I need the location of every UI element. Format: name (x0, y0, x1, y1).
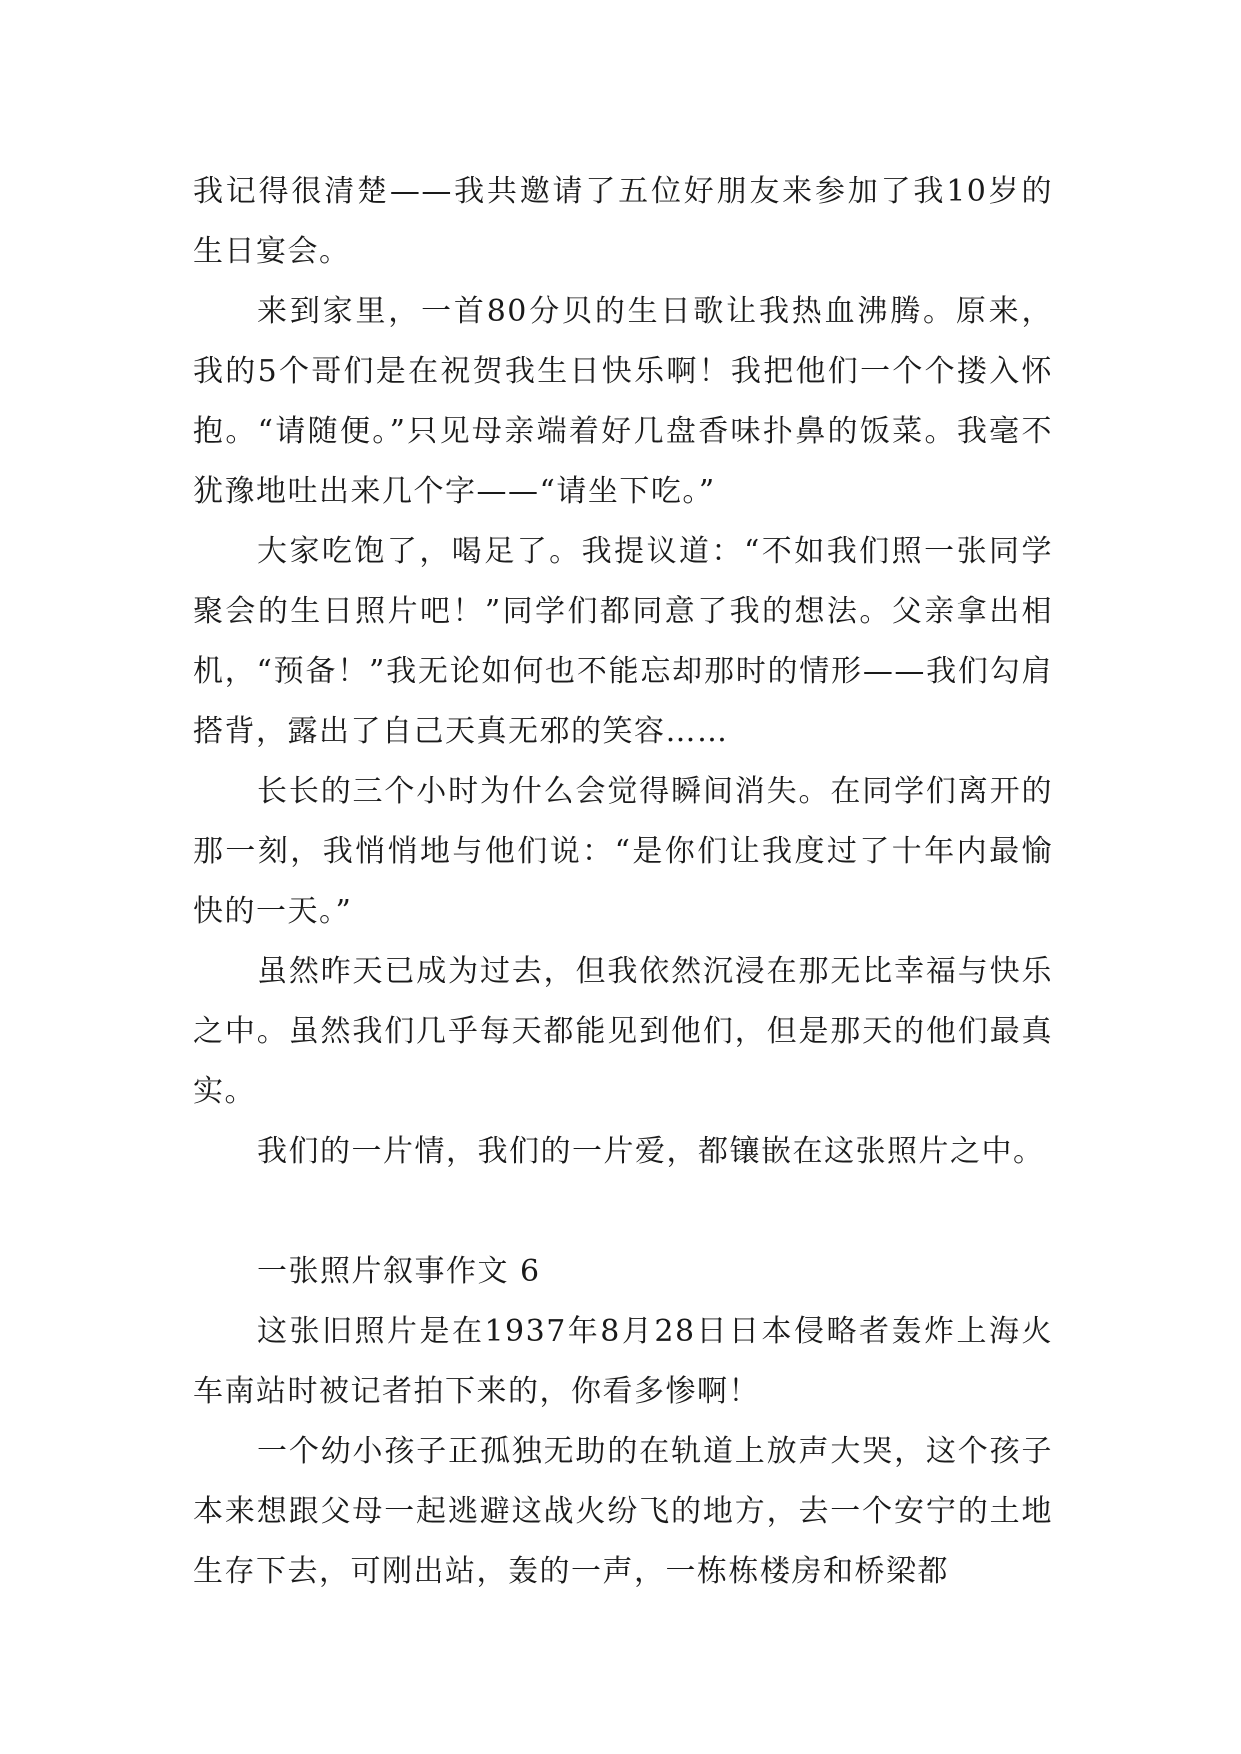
document-body (193, 162, 1053, 1602)
paragraph-6: 我们的一片情，我们的一片爱，都镶嵌在这张照片之中。 (257, 1134, 1045, 1169)
paragraph-5: 虽然昨天已成为过去，但我依然沉浸在那无比幸福与快乐之中。虽然我们几乎每天都能见到他们，但是那天的他们最真实。 (193, 954, 1053, 1109)
paragraph-8: 一个幼小孩子正孤独无助的在轨道上放声大哭，这个孩子本来想跟父母一起逃避这战火纷飞的地方，去一个安宁的土地生存下去，可刚出站，轰的一声，一栋栋楼房和桥梁都 (193, 1434, 1053, 1589)
paragraph-4: 长长的三个小时为什么会觉得瞬间消失。在同学们离开的那一刻，我悄悄地与他们说：“是你们让我度过了十年内最愉快的一天。” (193, 774, 1053, 929)
paragraph-1: 我记得很清楚——我共邀请了五位好朋友来参加了我10岁的生日宴会。 (193, 174, 1053, 269)
section-title: 一张照片叙事作文 6 (257, 1254, 541, 1289)
paragraph-7: 这张旧照片是在1937年8月28日日本侵略者轰炸上海火车南站时被记者拍下来的，你看多惨啊！ (193, 1314, 1053, 1409)
paragraph-3: 大家吃饱了，喝足了。我提议道：“不如我们照一张同学聚会的生日照片吧！”同学们都同意了我的想法。父亲拿出相机，“预备！”我无论如何也不能忘却那时的情形——我们勾肩搭背，露出了自己天真无邪的笑容…… (193, 534, 1053, 749)
paragraph-2: 来到家里，一首80分贝的生日歌让我热血沸腾。原来，我的5个哥们是在祝贺我生日快乐啊！我把他们一个个搂入怀抱。“请随便。”只见母亲端着好几盘香味扑鼻的饭菜。我毫不犹豫地吐出来几个字——“请坐下吃。” (193, 294, 1053, 509)
section-spacer (193, 1182, 1053, 1242)
